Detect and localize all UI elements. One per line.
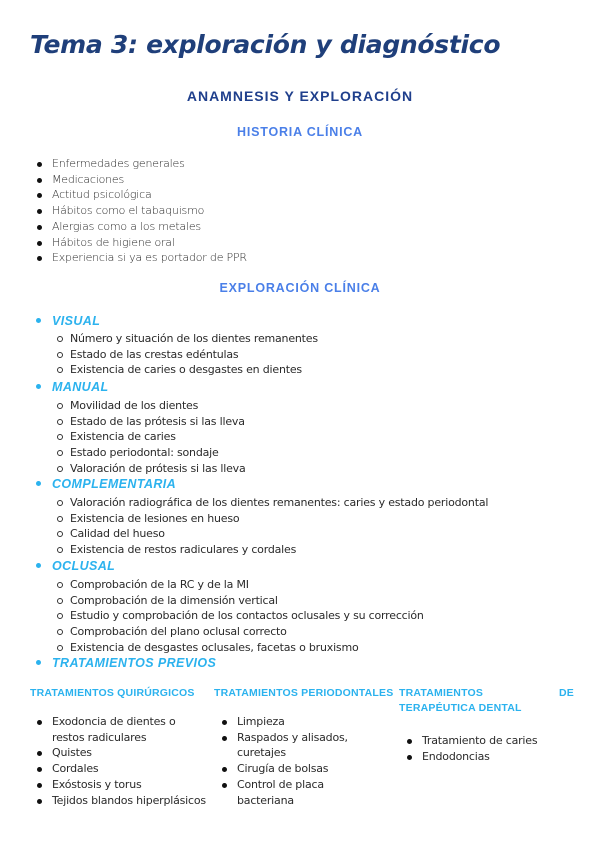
list-item: Raspados y alisados, curetajes: [221, 730, 381, 761]
list-item: Movilidad de los dientes: [56, 398, 246, 414]
list-item: Cordales: [36, 761, 211, 777]
section-label: TRATAMIENTOS PREVIOS: [52, 656, 217, 670]
section-manual: [36, 380, 109, 394]
section-complementaria: [36, 477, 176, 491]
page-title: Tema 3: exploración y diagnóstico: [30, 30, 501, 59]
list-item: Valoración de prótesis si las lleva: [56, 461, 246, 477]
list-item: Experiencia si ya es portador de PPR: [36, 250, 247, 266]
list-item: Comprobación de la RC y de la MI: [56, 577, 424, 593]
list-item: Existencia de caries: [56, 429, 246, 445]
list-item: Enfermedades generales: [36, 156, 247, 172]
periodontales-list: [221, 714, 381, 808]
list-item: Estudio y comprobación de los contactos oclusales y su corrección: [56, 608, 424, 624]
list-item: Número y situación de los dientes remanentes: [56, 331, 318, 347]
list-item: Cirugía de bolsas: [221, 761, 381, 777]
list-item: Calidad del hueso: [56, 526, 488, 542]
manual-list: [56, 398, 246, 477]
list-item: Estado de las prótesis si las lleva: [56, 414, 246, 430]
bullet-icon: [36, 481, 41, 486]
list-item: Hábitos como el tabaquismo: [36, 203, 247, 219]
list-item: Exóstosis y torus: [36, 777, 211, 793]
terapeutica-list: [406, 733, 576, 764]
list-item: Existencia de caries o desgastes en dientes: [56, 362, 318, 378]
tratamientos-periodontales-heading: TRATAMIENTOS PERIODONTALES: [214, 687, 394, 699]
visual-list: [56, 331, 318, 378]
historia-list: [36, 156, 247, 266]
quirurgicos-list: [36, 714, 211, 808]
bullet-icon: [36, 660, 41, 665]
list-item: Tratamiento de caries: [406, 733, 576, 749]
bullet-icon: [36, 384, 41, 389]
tratamientos-quirurgicos-heading: TRATAMIENTOS QUIRÚRGICOS: [30, 687, 195, 699]
section-label: MANUAL: [52, 380, 109, 394]
section-oclusal: [36, 559, 115, 573]
exploracion-heading: EXPLORACIÓN CLÍNICA: [219, 281, 381, 295]
list-item: Existencia de lesiones en hueso: [56, 511, 488, 527]
list-item: Medicaciones: [36, 172, 247, 188]
section-label: COMPLEMENTARIA: [52, 477, 177, 491]
main-heading: ANAMNESIS Y EXPLORACIÓN: [186, 88, 414, 104]
complementaria-list: [56, 495, 488, 558]
list-item: Hábitos de higiene oral: [36, 235, 247, 251]
list-item: Valoración radiográfica de los dientes remanentes: caries y estado periodontal: [56, 495, 488, 511]
section-label: VISUAL: [52, 314, 101, 328]
list-item: Existencia de desgastes oclusales, facetas o bruxismo: [56, 640, 424, 656]
section-tratamientos-previos: [36, 656, 216, 670]
list-item: Actitud psicológica: [36, 187, 247, 203]
list-item: Estado periodontal: sondaje: [56, 445, 246, 461]
historia-heading: HISTORIA CLÍNICA: [237, 125, 363, 139]
oclusal-list: [56, 577, 424, 656]
list-item: Alergias como a los metales: [36, 219, 247, 235]
list-item: Existencia de restos radiculares y cordales: [56, 542, 488, 558]
list-item: Estado de las crestas edéntulas: [56, 347, 318, 363]
list-item: Exodoncia de dientes o restos radiculares: [36, 714, 211, 745]
list-item: Comprobación del plano oclusal correcto: [56, 624, 424, 640]
list-item: Limpieza: [221, 714, 381, 730]
heading-part: DE: [559, 687, 574, 699]
section-label: OCLUSAL: [52, 559, 116, 573]
list-item: Endodoncias: [406, 749, 576, 765]
tratamientos-terapeutica-heading: [399, 686, 574, 716]
list-item: Comprobación de la dimensión vertical: [56, 593, 424, 609]
heading-part: TERAPÉUTICA DENTAL: [399, 702, 522, 714]
heading-part: TRATAMIENTOS: [399, 687, 484, 699]
bullet-icon: [36, 563, 41, 568]
list-item: Quistes: [36, 745, 211, 761]
list-item: Control de placa bacteriana: [221, 777, 381, 808]
bullet-icon: [36, 318, 41, 323]
list-item: Tejidos blandos hiperplásicos: [36, 793, 211, 809]
section-visual: [36, 314, 100, 328]
